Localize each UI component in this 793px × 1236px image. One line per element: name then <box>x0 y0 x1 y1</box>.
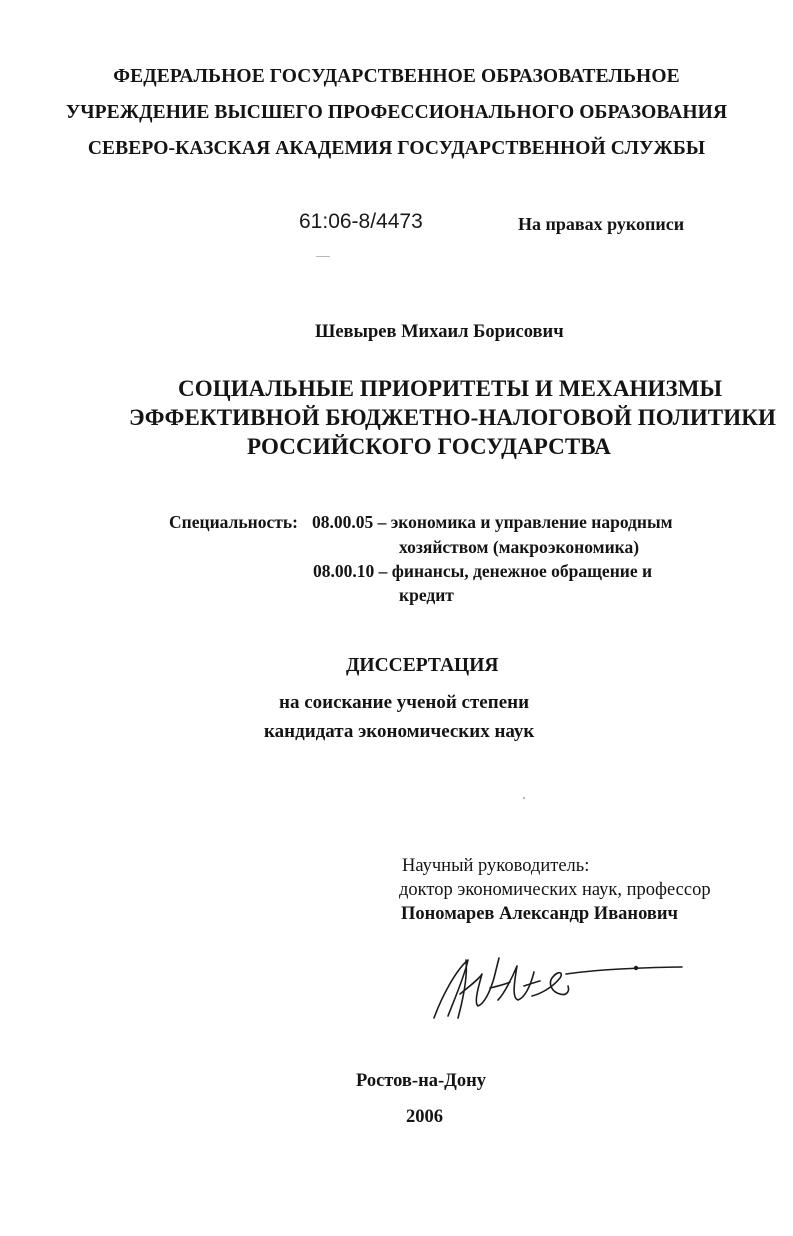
degree-line-1: на соискание ученой степени <box>279 692 530 713</box>
supervisor-name: Пономарев Александр Иванович <box>401 904 678 924</box>
signature-stroke <box>434 960 468 1018</box>
signature-image <box>420 948 690 1028</box>
scan-speck <box>523 797 525 799</box>
title-line-3: РОССИЙСКОГО ГОСУДАРСТВА <box>247 434 611 459</box>
scan-speck <box>316 256 330 257</box>
title-line-1: СОЦИАЛЬНЫЕ ПРИОРИТЕТЫ И МЕХАНИЗМЫ <box>178 376 723 401</box>
signature-stroke <box>498 966 534 1000</box>
supervisor-title: доктор экономических наук, профессор <box>399 880 711 900</box>
author-name: Шевырев Михаил Борисович <box>315 322 564 342</box>
institution-line-1: ФЕДЕРАЛЬНОЕ ГОСУДАРСТВЕННОЕ ОБРАЗОВАТЕЛЬНОЕ <box>113 66 680 87</box>
signature-stroke <box>524 981 540 986</box>
title-line-2: ЭФФЕКТИВНОЙ БЮДЖЕТНО-НАЛОГОВОЙ ПОЛИТИКИ <box>129 405 777 430</box>
signature-dot <box>634 966 638 970</box>
city: Ростов-на-Дону <box>356 1071 487 1091</box>
specialty-label: Специальность: <box>169 512 298 532</box>
institution-line-3: СЕВЕРО-КАЗСКАЯ АКАДЕМИЯ ГОСУДАРСТВЕННОЙ СЛУЖБЫ <box>87 138 706 159</box>
document-type: ДИССЕРТАЦИЯ <box>346 655 499 676</box>
signature-stroke <box>566 967 682 974</box>
year: 2006 <box>406 1107 443 1127</box>
degree-line-2: кандидата экономических наук <box>264 721 535 742</box>
stamp-code: 61:06-8/4473 <box>299 210 423 233</box>
specialty-entry-1-line-2: хозяйством (макроэкономика) <box>399 537 640 557</box>
specialty-entry-2-line-1: 08.00.10 – финансы, денежное обращение и <box>313 561 653 581</box>
manuscript-rights: На правах рукописи <box>518 214 685 234</box>
specialty-entry-1-line-1: 08.00.05 – экономика и управление народным <box>312 512 673 532</box>
specialty-entry-2-line-2: кредит <box>399 585 454 605</box>
signature-stroke <box>532 973 569 996</box>
supervisor-label: Научный руководитель: <box>402 856 590 876</box>
institution-line-2: УЧРЕЖДЕНИЕ ВЫСШЕГО ПРОФЕССИОНАЛЬНОГО ОБРАЗОВАНИЯ <box>65 102 728 123</box>
